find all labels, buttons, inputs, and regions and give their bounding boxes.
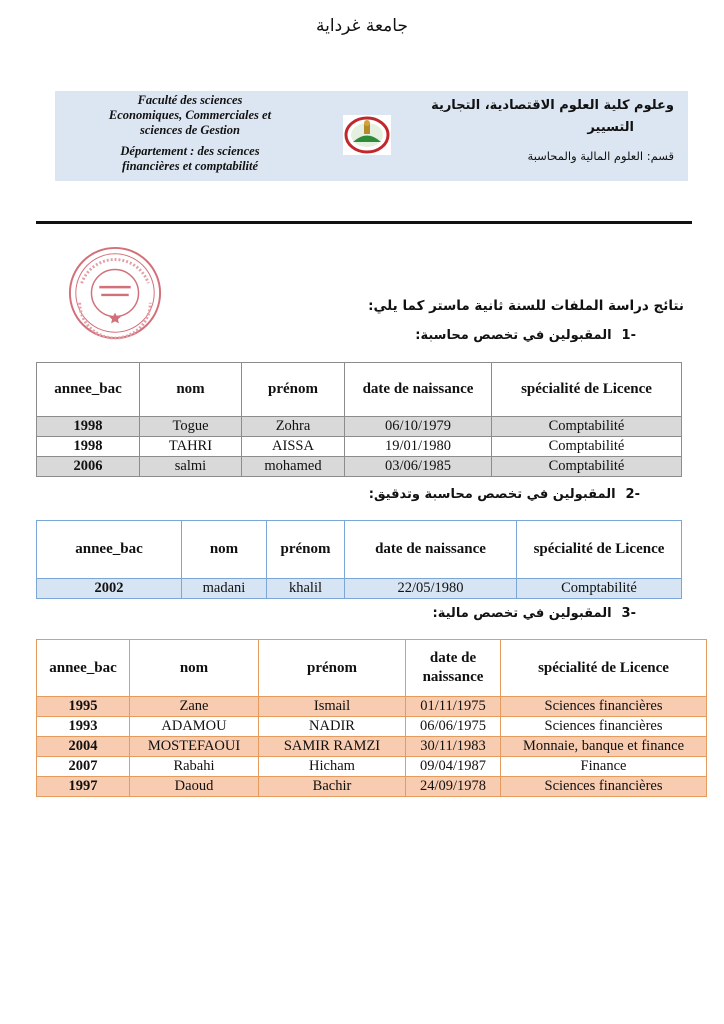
cell-prenom: mohamed bbox=[242, 457, 345, 477]
col-header-specialite: spécialité de Licence bbox=[501, 640, 707, 697]
table-row bbox=[37, 579, 682, 599]
cell-prenom: AISSA bbox=[242, 437, 345, 457]
col-header-prenom: prénom bbox=[267, 521, 345, 579]
cell-specialite: Sciences financières bbox=[501, 717, 707, 737]
table-header-row bbox=[37, 363, 682, 417]
header-divider bbox=[36, 221, 692, 224]
cell-prenom: Ismail bbox=[259, 697, 406, 717]
cell-date: 19/01/1980 bbox=[345, 437, 492, 457]
col-header-date-line1: date de bbox=[429, 650, 477, 666]
cell-annee-bac: 2002 bbox=[37, 579, 182, 599]
cell-annee-bac: 1997 bbox=[37, 777, 130, 797]
cell-specialite: Comptabilité bbox=[492, 437, 682, 457]
cell-specialite: Comptabilité bbox=[492, 457, 682, 477]
department-fr-line2: financières et comptabilité bbox=[121, 159, 259, 173]
col-header-specialite: spécialité de Licence bbox=[517, 521, 682, 579]
table-row bbox=[37, 697, 707, 717]
accounting-audit-table bbox=[36, 520, 682, 599]
cell-annee-bac: 2004 bbox=[37, 737, 130, 757]
university-logo-icon bbox=[343, 115, 391, 155]
col-header-annee-bac: annee_bac bbox=[37, 363, 140, 417]
cell-specialite: Finance bbox=[501, 757, 707, 777]
cell-specialite: Sciences financières bbox=[501, 777, 707, 797]
col-header-specialite: spécialité de Licence bbox=[492, 363, 682, 417]
col-header-annee-bac: annee_bac bbox=[37, 640, 130, 697]
cell-annee-bac: 2007 bbox=[37, 757, 130, 777]
section-2-title: المقبولين في تخصص محاسبة وتدقيق: bbox=[368, 487, 616, 502]
cell-date: 30/11/1983 bbox=[406, 737, 501, 757]
cell-prenom: Zohra bbox=[242, 417, 345, 437]
section-1-number: -1 bbox=[621, 328, 636, 343]
cell-annee-bac: 1998 bbox=[37, 417, 140, 437]
cell-date: 24/09/1978 bbox=[406, 777, 501, 797]
col-header-nom: nom bbox=[182, 521, 267, 579]
col-header-date: date de naissance bbox=[345, 521, 517, 579]
cell-nom: Rabahi bbox=[130, 757, 259, 777]
table-row bbox=[37, 437, 682, 457]
cell-nom: Daoud bbox=[130, 777, 259, 797]
faculty-fr-line2: Economiques, Commerciales et bbox=[108, 108, 272, 122]
section-3-heading bbox=[433, 606, 636, 621]
university-title: جامعة غرداية bbox=[316, 16, 408, 36]
table-row bbox=[37, 757, 707, 777]
cell-prenom: SAMIR RAMZI bbox=[259, 737, 406, 757]
cell-specialite: Comptabilité bbox=[492, 417, 682, 437]
section-1-title: المقبولين في تخصص محاسبة: bbox=[415, 328, 612, 343]
cell-prenom: Bachir bbox=[259, 777, 406, 797]
letterhead-french bbox=[85, 93, 295, 174]
section-1-heading bbox=[415, 328, 636, 343]
section-3-number: -3 bbox=[621, 606, 636, 621]
cell-date: 03/06/1985 bbox=[345, 457, 492, 477]
cell-annee-bac: 1993 bbox=[37, 717, 130, 737]
table-row bbox=[37, 777, 707, 797]
col-header-date: date de naissance bbox=[345, 363, 492, 417]
cell-nom: Zane bbox=[130, 697, 259, 717]
department-ar: قسم: العلوم المالية والمحاسبة bbox=[527, 149, 674, 163]
department-fr-line1: Département : des sciences bbox=[120, 144, 260, 158]
results-intro: نتائج دراسة الملفات للسنة ثانية ماستر كما يلي: bbox=[368, 298, 684, 314]
table-row bbox=[37, 717, 707, 737]
cell-nom: madani bbox=[182, 579, 267, 599]
cell-date: 22/05/1980 bbox=[345, 579, 517, 599]
department-stamp-icon bbox=[66, 244, 164, 342]
faculty-fr-line1: Faculté des sciences bbox=[137, 93, 243, 107]
letterhead-arabic bbox=[404, 95, 674, 167]
col-header-prenom: prénom bbox=[242, 363, 345, 417]
col-header-annee-bac: annee_bac bbox=[37, 521, 182, 579]
cell-annee-bac: 1995 bbox=[37, 697, 130, 717]
table-row bbox=[37, 457, 682, 477]
col-header-date-line2: naissance bbox=[422, 669, 484, 685]
cell-nom: salmi bbox=[140, 457, 242, 477]
table-header-row bbox=[37, 521, 682, 579]
table-row bbox=[37, 737, 707, 757]
section-3-title: المقبولين في تخصص مالية: bbox=[432, 606, 612, 621]
col-header-nom: nom bbox=[130, 640, 259, 697]
cell-annee-bac: 2006 bbox=[37, 457, 140, 477]
cell-nom: Togue bbox=[140, 417, 242, 437]
cell-date: 01/11/1975 bbox=[406, 697, 501, 717]
cell-date: 09/04/1987 bbox=[406, 757, 501, 777]
faculty-ar-line2: التسيير bbox=[587, 120, 634, 135]
cell-annee-bac: 1998 bbox=[37, 437, 140, 457]
cell-specialite: Comptabilité bbox=[517, 579, 682, 599]
section-2-heading bbox=[369, 487, 640, 502]
cell-specialite: Monnaie, banque et finance bbox=[501, 737, 707, 757]
cell-nom: ADAMOU bbox=[130, 717, 259, 737]
col-header-prenom: prénom bbox=[259, 640, 406, 697]
cell-nom: MOSTEFAOUI bbox=[130, 737, 259, 757]
table-row bbox=[37, 417, 682, 437]
cell-nom: TAHRI bbox=[140, 437, 242, 457]
faculty-ar-line1: وعلوم كلية العلوم الاقتصادية، التجارية bbox=[431, 98, 674, 113]
col-header-date bbox=[406, 640, 501, 697]
cell-date: 06/10/1979 bbox=[345, 417, 492, 437]
cell-prenom: NADIR bbox=[259, 717, 406, 737]
accounting-table bbox=[36, 362, 682, 477]
cell-prenom: khalil bbox=[267, 579, 345, 599]
col-header-nom: nom bbox=[140, 363, 242, 417]
letterhead bbox=[55, 91, 688, 181]
cell-specialite: Sciences financières bbox=[501, 697, 707, 717]
section-2-number: -2 bbox=[625, 487, 640, 502]
cell-prenom: Hicham bbox=[259, 757, 406, 777]
finance-table bbox=[36, 639, 707, 797]
faculty-fr-line3: sciences de Gestion bbox=[140, 123, 240, 137]
table-header-row bbox=[37, 640, 707, 697]
cell-date: 06/06/1975 bbox=[406, 717, 501, 737]
